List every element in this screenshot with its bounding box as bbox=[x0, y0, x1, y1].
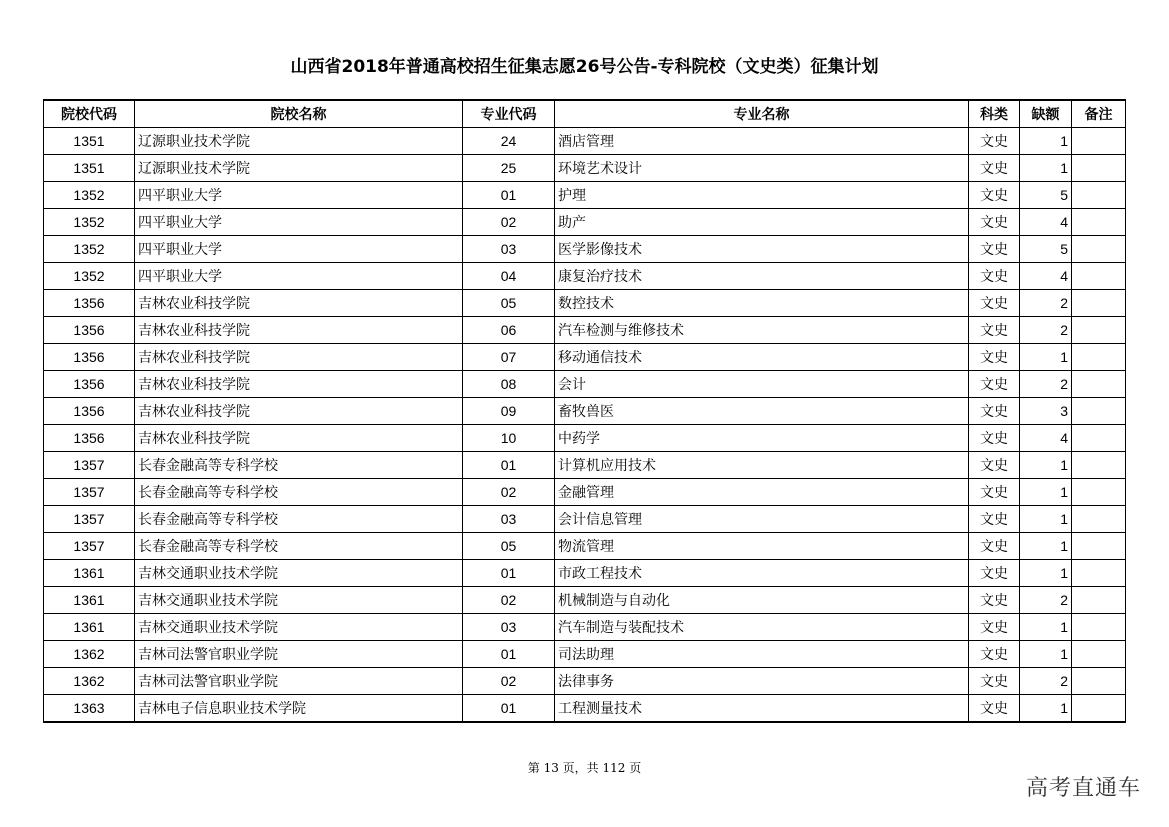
major-code-cell: 04 bbox=[463, 263, 555, 290]
table-row bbox=[44, 560, 1126, 587]
table-row bbox=[44, 695, 1126, 723]
school-code-cell: 1357 bbox=[44, 452, 135, 479]
school-name-cell: 吉林电子信息职业技术学院 bbox=[135, 695, 463, 723]
watermark: 高考直通车 bbox=[1025, 776, 1141, 801]
major-name-cell: 数控技术 bbox=[555, 290, 969, 317]
category-cell: 文史 bbox=[969, 560, 1020, 587]
category-cell: 文史 bbox=[969, 398, 1020, 425]
vacancies-cell: 4 bbox=[1020, 263, 1072, 290]
major-name-cell: 中药学 bbox=[555, 425, 969, 452]
table-row bbox=[44, 371, 1126, 398]
remarks-cell bbox=[1072, 155, 1126, 182]
vacancies-cell: 2 bbox=[1020, 290, 1072, 317]
vacancies-cell: 1 bbox=[1020, 641, 1072, 668]
table-row bbox=[44, 641, 1126, 668]
major-code-cell: 25 bbox=[463, 155, 555, 182]
major-code-cell: 10 bbox=[463, 425, 555, 452]
major-code-cell: 08 bbox=[463, 371, 555, 398]
category-cell: 文史 bbox=[969, 317, 1020, 344]
school-name-cell: 长春金融高等专科学校 bbox=[135, 452, 463, 479]
major-code-cell: 02 bbox=[463, 479, 555, 506]
table-row bbox=[44, 479, 1126, 506]
major-name-cell: 物流管理 bbox=[555, 533, 969, 560]
remarks-cell bbox=[1072, 128, 1126, 155]
category-cell: 文史 bbox=[969, 641, 1020, 668]
table-row bbox=[44, 182, 1126, 209]
major-code-cell: 02 bbox=[463, 209, 555, 236]
table-row bbox=[44, 587, 1126, 614]
major-code-cell: 02 bbox=[463, 668, 555, 695]
vacancies-cell: 1 bbox=[1020, 695, 1072, 723]
category-cell: 文史 bbox=[969, 668, 1020, 695]
major-code-cell: 01 bbox=[463, 182, 555, 209]
school-code-cell: 1357 bbox=[44, 506, 135, 533]
school-name-cell: 吉林农业科技学院 bbox=[135, 290, 463, 317]
header-major-code: 专业代码 bbox=[463, 100, 555, 128]
header-category: 科类 bbox=[969, 100, 1020, 128]
table-row bbox=[44, 533, 1126, 560]
major-name-cell: 会计信息管理 bbox=[555, 506, 969, 533]
category-cell: 文史 bbox=[969, 587, 1020, 614]
major-code-cell: 01 bbox=[463, 560, 555, 587]
major-name-cell: 司法助理 bbox=[555, 641, 969, 668]
table-header-row bbox=[44, 100, 1126, 128]
school-name-cell: 吉林农业科技学院 bbox=[135, 398, 463, 425]
category-cell: 文史 bbox=[969, 209, 1020, 236]
table-row bbox=[44, 344, 1126, 371]
remarks-cell bbox=[1072, 506, 1126, 533]
category-cell: 文史 bbox=[969, 155, 1020, 182]
major-code-cell: 06 bbox=[463, 317, 555, 344]
vacancies-cell: 1 bbox=[1020, 128, 1072, 155]
remarks-cell bbox=[1072, 209, 1126, 236]
school-name-cell: 吉林农业科技学院 bbox=[135, 317, 463, 344]
school-name-cell: 四平职业大学 bbox=[135, 263, 463, 290]
vacancies-cell: 1 bbox=[1020, 506, 1072, 533]
major-name-cell: 汽车制造与装配技术 bbox=[555, 614, 969, 641]
category-cell: 文史 bbox=[969, 290, 1020, 317]
table-row bbox=[44, 128, 1126, 155]
vacancies-cell: 4 bbox=[1020, 425, 1072, 452]
remarks-cell bbox=[1072, 317, 1126, 344]
table-row bbox=[44, 263, 1126, 290]
school-code-cell: 1361 bbox=[44, 614, 135, 641]
major-code-cell: 05 bbox=[463, 533, 555, 560]
category-cell: 文史 bbox=[969, 425, 1020, 452]
school-code-cell: 1352 bbox=[44, 263, 135, 290]
major-name-cell: 计算机应用技术 bbox=[555, 452, 969, 479]
vacancies-cell: 1 bbox=[1020, 614, 1072, 641]
major-name-cell: 移动通信技术 bbox=[555, 344, 969, 371]
category-cell: 文史 bbox=[969, 263, 1020, 290]
table-row bbox=[44, 614, 1126, 641]
school-code-cell: 1362 bbox=[44, 641, 135, 668]
remarks-cell bbox=[1072, 452, 1126, 479]
school-name-cell: 吉林交通职业技术学院 bbox=[135, 614, 463, 641]
school-code-cell: 1361 bbox=[44, 560, 135, 587]
major-name-cell: 汽车检测与维修技术 bbox=[555, 317, 969, 344]
category-cell: 文史 bbox=[969, 236, 1020, 263]
school-name-cell: 长春金融高等专科学校 bbox=[135, 506, 463, 533]
school-name-cell: 四平职业大学 bbox=[135, 209, 463, 236]
school-name-cell: 吉林农业科技学院 bbox=[135, 425, 463, 452]
category-cell: 文史 bbox=[969, 371, 1020, 398]
major-name-cell: 康复治疗技术 bbox=[555, 263, 969, 290]
major-name-cell: 工程测量技术 bbox=[555, 695, 969, 723]
major-code-cell: 24 bbox=[463, 128, 555, 155]
remarks-cell bbox=[1072, 695, 1126, 723]
remarks-cell bbox=[1072, 533, 1126, 560]
school-name-cell: 辽源职业技术学院 bbox=[135, 128, 463, 155]
major-code-cell: 03 bbox=[463, 614, 555, 641]
school-name-cell: 四平职业大学 bbox=[135, 236, 463, 263]
category-cell: 文史 bbox=[969, 533, 1020, 560]
table-row bbox=[44, 398, 1126, 425]
category-cell: 文史 bbox=[969, 452, 1020, 479]
vacancies-cell: 5 bbox=[1020, 236, 1072, 263]
school-name-cell: 吉林司法警官职业学院 bbox=[135, 668, 463, 695]
school-code-cell: 1352 bbox=[44, 236, 135, 263]
remarks-cell bbox=[1072, 371, 1126, 398]
table-row bbox=[44, 290, 1126, 317]
remarks-cell bbox=[1072, 236, 1126, 263]
header-vacancies: 缺额 bbox=[1020, 100, 1072, 128]
vacancies-cell: 2 bbox=[1020, 668, 1072, 695]
category-cell: 文史 bbox=[969, 182, 1020, 209]
major-name-cell: 会计 bbox=[555, 371, 969, 398]
major-name-cell: 助产 bbox=[555, 209, 969, 236]
vacancies-cell: 1 bbox=[1020, 344, 1072, 371]
major-name-cell: 酒店管理 bbox=[555, 128, 969, 155]
remarks-cell bbox=[1072, 560, 1126, 587]
category-cell: 文史 bbox=[969, 128, 1020, 155]
vacancies-cell: 1 bbox=[1020, 560, 1072, 587]
school-code-cell: 1352 bbox=[44, 182, 135, 209]
school-code-cell: 1357 bbox=[44, 479, 135, 506]
major-code-cell: 05 bbox=[463, 290, 555, 317]
major-name-cell: 金融管理 bbox=[555, 479, 969, 506]
category-cell: 文史 bbox=[969, 344, 1020, 371]
vacancies-cell: 3 bbox=[1020, 398, 1072, 425]
vacancies-cell: 1 bbox=[1020, 452, 1072, 479]
remarks-cell bbox=[1072, 479, 1126, 506]
school-name-cell: 吉林交通职业技术学院 bbox=[135, 587, 463, 614]
remarks-cell bbox=[1072, 668, 1126, 695]
header-major-name: 专业名称 bbox=[555, 100, 969, 128]
school-code-cell: 1356 bbox=[44, 398, 135, 425]
category-cell: 文史 bbox=[969, 479, 1020, 506]
school-name-cell: 吉林交通职业技术学院 bbox=[135, 560, 463, 587]
remarks-cell bbox=[1072, 587, 1126, 614]
major-name-cell: 畜牧兽医 bbox=[555, 398, 969, 425]
category-cell: 文史 bbox=[969, 506, 1020, 533]
category-cell: 文史 bbox=[969, 614, 1020, 641]
header-school-name: 院校名称 bbox=[135, 100, 463, 128]
enrollment-plan-table bbox=[43, 99, 1126, 723]
remarks-cell bbox=[1072, 398, 1126, 425]
major-code-cell: 01 bbox=[463, 695, 555, 723]
vacancies-cell: 1 bbox=[1020, 479, 1072, 506]
major-name-cell: 医学影像技术 bbox=[555, 236, 969, 263]
major-name-cell: 环境艺术设计 bbox=[555, 155, 969, 182]
major-name-cell: 市政工程技术 bbox=[555, 560, 969, 587]
school-code-cell: 1356 bbox=[44, 344, 135, 371]
header-school-code: 院校代码 bbox=[44, 100, 135, 128]
school-name-cell: 长春金融高等专科学校 bbox=[135, 533, 463, 560]
vacancies-cell: 2 bbox=[1020, 317, 1072, 344]
vacancies-cell: 4 bbox=[1020, 209, 1072, 236]
school-code-cell: 1363 bbox=[44, 695, 135, 723]
major-code-cell: 01 bbox=[463, 641, 555, 668]
school-name-cell: 吉林农业科技学院 bbox=[135, 371, 463, 398]
school-name-cell: 吉林司法警官职业学院 bbox=[135, 641, 463, 668]
major-code-cell: 03 bbox=[463, 236, 555, 263]
major-code-cell: 02 bbox=[463, 587, 555, 614]
school-code-cell: 1357 bbox=[44, 533, 135, 560]
table-row bbox=[44, 209, 1126, 236]
document-title: 山西省2018年普通高校招生征集志愿26号公告-专科院校（文史类）征集计划 bbox=[290, 57, 879, 77]
table-row bbox=[44, 236, 1126, 263]
school-code-cell: 1356 bbox=[44, 317, 135, 344]
major-code-cell: 01 bbox=[463, 452, 555, 479]
vacancies-cell: 1 bbox=[1020, 155, 1072, 182]
school-code-cell: 1356 bbox=[44, 371, 135, 398]
school-name-cell: 辽源职业技术学院 bbox=[135, 155, 463, 182]
table-row bbox=[44, 155, 1126, 182]
school-code-cell: 1351 bbox=[44, 155, 135, 182]
school-code-cell: 1356 bbox=[44, 425, 135, 452]
major-name-cell: 护理 bbox=[555, 182, 969, 209]
remarks-cell bbox=[1072, 290, 1126, 317]
table-row bbox=[44, 452, 1126, 479]
school-code-cell: 1362 bbox=[44, 668, 135, 695]
remarks-cell bbox=[1072, 263, 1126, 290]
remarks-cell bbox=[1072, 425, 1126, 452]
category-cell: 文史 bbox=[969, 695, 1020, 723]
remarks-cell bbox=[1072, 344, 1126, 371]
remarks-cell bbox=[1072, 182, 1126, 209]
school-code-cell: 1356 bbox=[44, 290, 135, 317]
table-row bbox=[44, 668, 1126, 695]
school-code-cell: 1351 bbox=[44, 128, 135, 155]
header-remarks: 备注 bbox=[1072, 100, 1126, 128]
table-row bbox=[44, 506, 1126, 533]
school-name-cell: 吉林农业科技学院 bbox=[135, 344, 463, 371]
school-name-cell: 四平职业大学 bbox=[135, 182, 463, 209]
page-footer: 第 13 页，共 112 页 bbox=[527, 761, 642, 775]
school-name-cell: 长春金融高等专科学校 bbox=[135, 479, 463, 506]
table-row bbox=[44, 317, 1126, 344]
major-code-cell: 03 bbox=[463, 506, 555, 533]
major-name-cell: 法律事务 bbox=[555, 668, 969, 695]
major-code-cell: 09 bbox=[463, 398, 555, 425]
vacancies-cell: 2 bbox=[1020, 587, 1072, 614]
remarks-cell bbox=[1072, 614, 1126, 641]
major-name-cell: 机械制造与自动化 bbox=[555, 587, 969, 614]
major-code-cell: 07 bbox=[463, 344, 555, 371]
table-row bbox=[44, 425, 1126, 452]
vacancies-cell: 2 bbox=[1020, 371, 1072, 398]
vacancies-cell: 5 bbox=[1020, 182, 1072, 209]
vacancies-cell: 1 bbox=[1020, 533, 1072, 560]
table-body bbox=[44, 128, 1126, 723]
school-code-cell: 1361 bbox=[44, 587, 135, 614]
remarks-cell bbox=[1072, 641, 1126, 668]
school-code-cell: 1352 bbox=[44, 209, 135, 236]
